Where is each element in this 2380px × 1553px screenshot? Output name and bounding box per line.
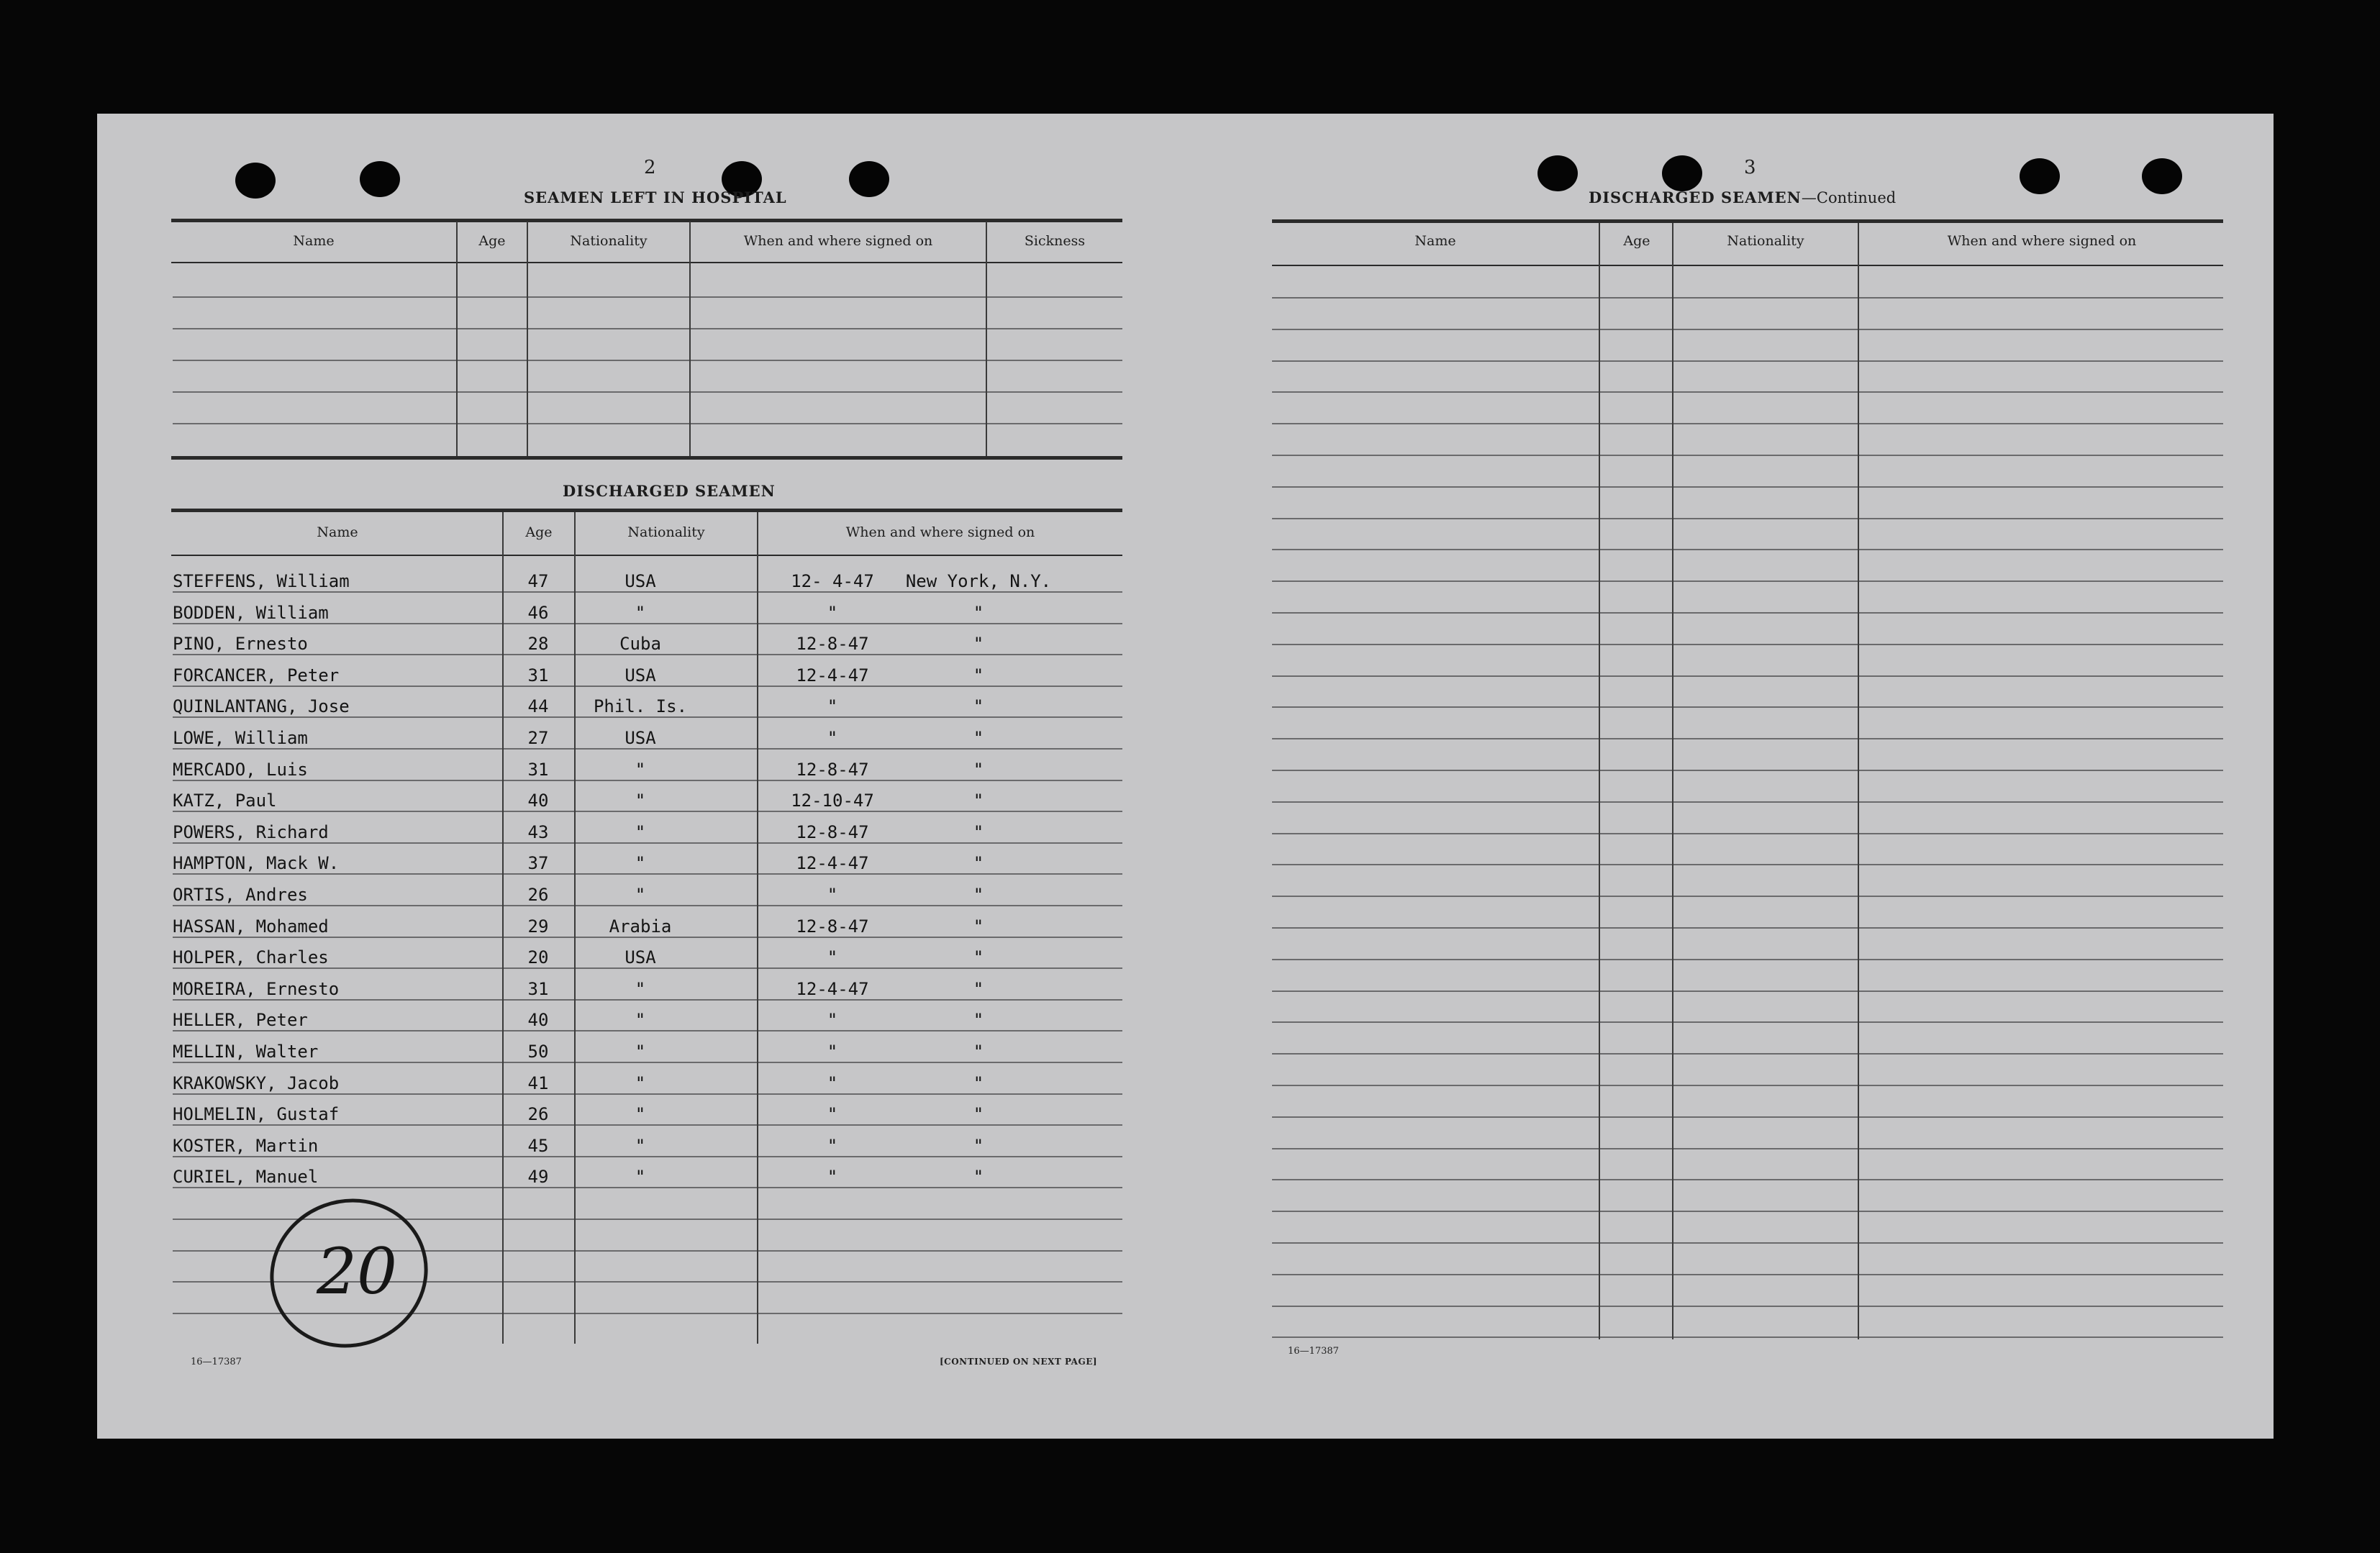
- row-line: [1272, 1211, 2223, 1212]
- hospital-row-line: [173, 328, 1122, 329]
- seaman-age: 50: [527, 1042, 549, 1062]
- punch-hole: [1538, 155, 1578, 191]
- right-form-number: 16—17387: [1288, 1346, 1339, 1357]
- seaman-nationality: ": [635, 1167, 646, 1187]
- seaman-nationality: Arabia: [609, 916, 672, 937]
- seaman-age: 45: [527, 1136, 549, 1156]
- row-line: [1272, 1336, 2223, 1338]
- row-line: [1272, 927, 2223, 929]
- row-line: [1272, 959, 2223, 960]
- seaman-signed-place: ": [973, 1136, 984, 1156]
- seaman-signed-place: ": [973, 885, 984, 905]
- hospital-top-rule: [171, 219, 1122, 222]
- seaman-name: MOREIRA, Ernesto: [173, 979, 340, 999]
- row-line: [1272, 1053, 2223, 1055]
- seaman-signed-place: ": [973, 791, 984, 811]
- hospital-col-name: Name: [293, 233, 335, 249]
- seaman-nationality: USA: [624, 665, 656, 686]
- seaman-signed-place: ": [973, 822, 984, 842]
- continued-note: [CONTINUED ON NEXT PAGE]: [940, 1357, 1098, 1367]
- seaman-age: 41: [527, 1073, 549, 1093]
- seaman-signed-place: ": [973, 634, 984, 654]
- row-line: [1272, 990, 2223, 992]
- seaman-nationality: ": [635, 853, 646, 873]
- row-line: [1272, 329, 2223, 330]
- discharged-col-age: Age: [525, 524, 553, 540]
- seaman-age: 40: [527, 791, 549, 811]
- discharged-col-signed-on: When and where signed on: [845, 524, 1035, 540]
- seaman-age: 29: [527, 916, 549, 937]
- seaman-nationality: ": [635, 822, 646, 842]
- seaman-age: 20: [527, 947, 549, 967]
- hospital-col-age: Age: [478, 233, 506, 249]
- seaman-signed-place: ": [973, 1104, 984, 1124]
- seaman-signed-date: ": [827, 1136, 838, 1156]
- seaman-age: 27: [527, 728, 549, 748]
- row-line: [1272, 706, 2223, 708]
- hospital-col-divider: [986, 222, 987, 456]
- seaman-signed-date: 12-4-47: [796, 853, 869, 873]
- seaman-age: 31: [527, 760, 549, 780]
- row-line: [173, 1093, 1122, 1095]
- seaman-signed-place: ": [973, 947, 984, 967]
- discharged-col-divider: [757, 512, 758, 1344]
- seaman-age: 49: [527, 1167, 549, 1187]
- row-line: [173, 873, 1122, 875]
- seaman-signed-place: ": [973, 665, 984, 686]
- seaman-signed-place: ": [973, 853, 984, 873]
- right-title-suffix: —Continued: [1801, 189, 1897, 206]
- handwritten-count-circle: [266, 1185, 432, 1358]
- seaman-nationality: ": [635, 885, 646, 905]
- row-line: [1272, 770, 2223, 771]
- seaman-signed-date: ": [827, 603, 838, 623]
- row-line: [173, 967, 1122, 969]
- punch-hole: [2142, 158, 2182, 194]
- seaman-age: 26: [527, 885, 549, 905]
- row-line: [1272, 580, 2223, 582]
- seaman-signed-place: ": [973, 916, 984, 937]
- discharged-col-nationality: Nationality: [627, 524, 705, 540]
- row-line: [173, 748, 1122, 750]
- row-line: [173, 654, 1122, 655]
- row-line: [1272, 518, 2223, 519]
- row-line: [1272, 455, 2223, 456]
- row-line: [1272, 360, 2223, 362]
- seaman-nationality: USA: [624, 947, 656, 967]
- hospital-col-divider: [527, 222, 528, 456]
- seaman-name: HAMPTON, Mack W.: [173, 853, 340, 873]
- hospital-bottom-rule: [171, 456, 1122, 460]
- seaman-signed-date: 12-8-47: [796, 634, 869, 654]
- row-line: [1272, 675, 2223, 677]
- seaman-signed-date: ": [827, 1073, 838, 1093]
- row-line: [1272, 1021, 2223, 1023]
- seaman-signed-date: ": [827, 1042, 838, 1062]
- seaman-age: 47: [527, 571, 549, 591]
- seaman-nationality: Phil. Is.: [593, 696, 688, 716]
- row-line: [173, 937, 1122, 938]
- seaman-name: KRAKOWSKY, Jacob: [173, 1073, 340, 1093]
- row-line: [173, 999, 1122, 1001]
- seaman-name: KATZ, Paul: [173, 791, 277, 811]
- seaman-age: 31: [527, 665, 549, 686]
- row-line: [173, 780, 1122, 781]
- seaman-nationality: ": [635, 979, 646, 999]
- row-line: [1272, 1085, 2223, 1086]
- seaman-nationality: USA: [624, 571, 656, 591]
- hospital-row-line: [173, 423, 1122, 424]
- seaman-signed-place: ": [973, 760, 984, 780]
- punch-hole: [849, 161, 889, 197]
- row-line: [1272, 1179, 2223, 1180]
- seaman-signed-date: 12-10-47: [791, 791, 874, 811]
- seaman-nationality: ": [635, 603, 646, 623]
- seaman-signed-date: ": [827, 728, 838, 748]
- seaman-nationality: ": [635, 1104, 646, 1124]
- seaman-signed-date: ": [827, 947, 838, 967]
- right-page-number: 3: [1744, 157, 1756, 178]
- seaman-signed-date: 12-4-47: [796, 665, 869, 686]
- seaman-nationality: ": [635, 1073, 646, 1093]
- hospital-row-line: [173, 360, 1122, 361]
- seaman-signed-date: ": [827, 1104, 838, 1124]
- seaman-name: CURIEL, Manuel: [173, 1167, 319, 1187]
- seaman-name: QUINLANTANG, Jose: [173, 696, 350, 716]
- punch-hole: [2020, 158, 2060, 194]
- seaman-name: POWERS, Richard: [173, 822, 329, 842]
- hospital-col-divider: [689, 222, 691, 456]
- seaman-name: STEFFENS, William: [173, 571, 350, 591]
- seaman-signed-date: 12-4-47: [796, 979, 869, 999]
- row-line: [173, 623, 1122, 624]
- seaman-nationality: ": [635, 791, 646, 811]
- punch-hole: [360, 161, 400, 197]
- seaman-name: MERCADO, Luis: [173, 760, 308, 780]
- row-line: [1272, 833, 2223, 834]
- row-line: [173, 811, 1122, 812]
- row-line: [173, 1062, 1122, 1063]
- row-line: [173, 1156, 1122, 1157]
- seaman-signed-date: ": [827, 1010, 838, 1030]
- seaman-name: LOWE, William: [173, 728, 308, 748]
- punch-hole: [235, 163, 276, 199]
- row-line: [173, 716, 1122, 718]
- right-col-divider: [1672, 223, 1673, 1339]
- seaman-age: 43: [527, 822, 549, 842]
- row-line: [1272, 1274, 2223, 1275]
- punch-hole: [1662, 155, 1702, 191]
- discharged-col-name: Name: [317, 524, 358, 540]
- seaman-nationality: ": [635, 1042, 646, 1062]
- row-line: [173, 905, 1122, 906]
- seaman-age: 37: [527, 853, 549, 873]
- seaman-signed-place: ": [973, 728, 984, 748]
- row-line: [1272, 549, 2223, 550]
- seaman-signed-place: ": [973, 1167, 984, 1187]
- seaman-signed-date: ": [827, 696, 838, 716]
- row-line: [1272, 644, 2223, 645]
- row-line: [1272, 1306, 2223, 1307]
- row-line: [1272, 297, 2223, 299]
- row-line: [1272, 1116, 2223, 1118]
- seaman-signed-date: 12-8-47: [796, 822, 869, 842]
- right-title-text: DISCHARGED SEAMEN: [1589, 188, 1802, 206]
- seaman-signed-place: New York, N.Y.: [905, 571, 1052, 591]
- right-col-signed-on: When and where signed on: [1947, 233, 2137, 249]
- row-line: [1272, 391, 2223, 393]
- row-line: [1272, 864, 2223, 865]
- handwritten-count: 20: [317, 1234, 397, 1308]
- hospital-row-line: [173, 296, 1122, 298]
- seaman-nationality: Cuba: [619, 634, 661, 654]
- seaman-signed-date: 12-8-47: [796, 916, 869, 937]
- row-line: [1272, 1148, 2223, 1149]
- hospital-col-nationality: Nationality: [570, 233, 648, 249]
- row-line: [173, 1124, 1122, 1126]
- hospital-header-rule: [171, 262, 1122, 263]
- seaman-name: HASSAN, Mohamed: [173, 916, 329, 937]
- seaman-age: 46: [527, 603, 549, 623]
- hospital-col-signed-on: When and where signed on: [743, 233, 933, 249]
- right-col-name: Name: [1414, 233, 1456, 249]
- seaman-age: 26: [527, 1104, 549, 1124]
- discharged-top-rule: [171, 509, 1122, 512]
- seaman-age: 31: [527, 979, 549, 999]
- seaman-name: HOLMELIN, Gustaf: [173, 1104, 340, 1124]
- row-line: [1272, 486, 2223, 488]
- seaman-nationality: ": [635, 1010, 646, 1030]
- seaman-name: PINO, Ernesto: [173, 634, 308, 654]
- seaman-signed-place: ": [973, 1073, 984, 1093]
- hospital-col-divider: [456, 222, 458, 456]
- seaman-signed-place: ": [973, 1010, 984, 1030]
- seaman-nationality: USA: [624, 728, 656, 748]
- seaman-name: BODDEN, William: [173, 603, 329, 623]
- right-top-rule: [1272, 219, 2223, 223]
- seaman-signed-date: 12-8-47: [796, 760, 869, 780]
- right-col-age: Age: [1623, 233, 1650, 249]
- row-line: [173, 1030, 1122, 1031]
- right-col-nationality: Nationality: [1727, 233, 1804, 249]
- right-header-rule: [1272, 265, 2223, 266]
- seaman-name: MELLIN, Walter: [173, 1042, 319, 1062]
- row-line: [1272, 612, 2223, 614]
- left-page-number: 2: [644, 157, 656, 178]
- seaman-age: 44: [527, 696, 549, 716]
- discharged-header-rule: [171, 555, 1122, 556]
- seaman-name: HOLPER, Charles: [173, 947, 329, 967]
- hospital-col-sickness: Sickness: [1024, 233, 1086, 249]
- seaman-signed-date: ": [827, 1167, 838, 1187]
- seaman-signed-place: ": [973, 1042, 984, 1062]
- row-line: [173, 686, 1122, 687]
- row-line: [1272, 896, 2223, 897]
- right-col-divider: [1599, 223, 1600, 1339]
- hospital-section-title: SEAMEN LEFT IN HOSPITAL: [524, 188, 787, 206]
- seaman-name: FORCANCER, Peter: [173, 665, 340, 686]
- discharged-section-title: DISCHARGED SEAMEN: [563, 482, 776, 500]
- row-line: [1272, 423, 2223, 424]
- seaman-name: HELLER, Peter: [173, 1010, 308, 1030]
- row-line: [1272, 1242, 2223, 1244]
- row-line: [173, 591, 1122, 593]
- row-line: [1272, 738, 2223, 739]
- seaman-age: 28: [527, 634, 549, 654]
- seaman-signed-date: 12- 4-47: [791, 571, 874, 591]
- row-line: [1272, 801, 2223, 803]
- seaman-signed-place: ": [973, 696, 984, 716]
- left-form-number: 16—17387: [191, 1357, 242, 1367]
- hospital-row-line: [173, 391, 1122, 393]
- seaman-signed-date: ": [827, 885, 838, 905]
- seaman-nationality: ": [635, 760, 646, 780]
- seaman-name: KOSTER, Martin: [173, 1136, 319, 1156]
- seaman-nationality: ": [635, 1136, 646, 1156]
- right-page-title: [1589, 188, 1896, 206]
- row-line: [173, 842, 1122, 844]
- seaman-name: ORTIS, Andres: [173, 885, 308, 905]
- seaman-signed-place: ": [973, 603, 984, 623]
- right-col-divider: [1858, 223, 1859, 1339]
- seaman-age: 40: [527, 1010, 549, 1030]
- seaman-signed-place: ": [973, 979, 984, 999]
